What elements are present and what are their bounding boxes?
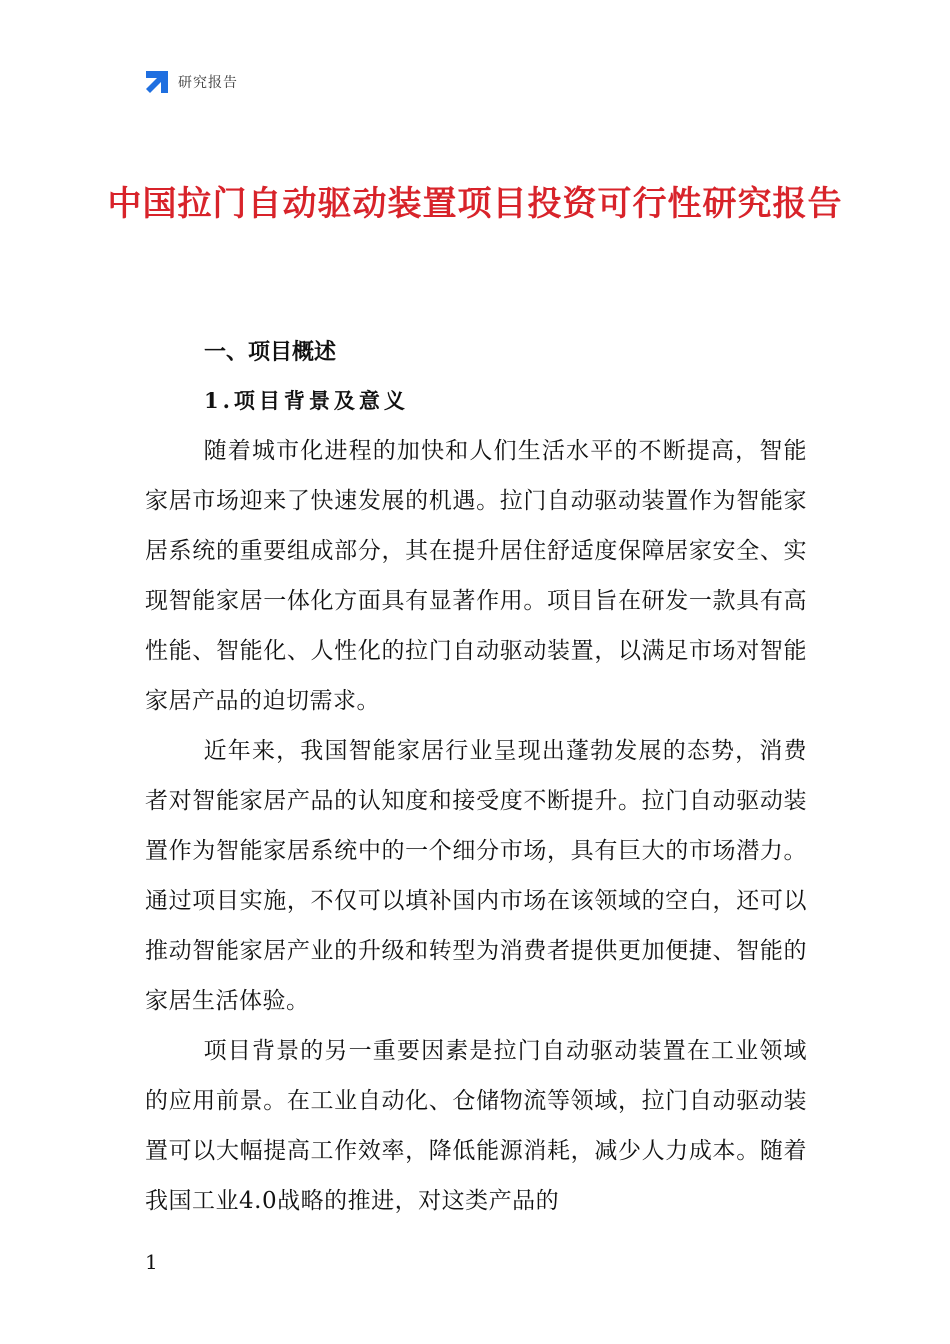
body-paragraph: 近年来，我国智能家居行业呈现出蓬勃发展的态势，消费者对智能家居产品的认知度和接受度不断提升。拉门自动驱动装置作为智能家居系统中的一个细分市场，具有巨大的市场潜力。通过项目实施，不仅可以填补国内市场在该领域的空白，还可以推动智能家居产业的升级和转型为消费者提供更加便捷、智能的家居生活体验。 <box>145 738 807 1014</box>
document-title: 中国拉门自动驱动装置项目投资可行性研究报告 <box>107 184 843 224</box>
page-number: 1 <box>145 1250 158 1274</box>
report-header <box>144 68 238 96</box>
subsection-heading: 1.项目背景及意义 <box>204 388 409 413</box>
body-paragraph: 项目背景的另一重要因素是拉门自动驱动装置在工业领域的应用前景。在工业自动化、仓储物流等领域，拉门自动驱动装置可以大幅提高工作效率，降低能源消耗，减少人力成本。随着我国工业4.0战略的推进，对这类产品的 <box>145 1038 807 1214</box>
header-label: 研究报告 <box>178 75 238 91</box>
arrow-logo-icon <box>144 69 170 95</box>
section-heading: 一、项目概述 <box>204 340 337 365</box>
document-body <box>145 330 807 1226</box>
body-paragraph: 随着城市化进程的加快和人们生活水平的不断提高，智能家居市场迎来了快速发展的机遇。拉门自动驱动装置作为智能家居系统的重要组成部分，其在提升居住舒适度保障居家安全、实现智能家居一体化方面具有显著作用。项目旨在研发一款具有高性能、智能化、人性化的拉门自动驱动装置，以满足市场对智能家居产品的迫切需求。 <box>145 438 807 714</box>
